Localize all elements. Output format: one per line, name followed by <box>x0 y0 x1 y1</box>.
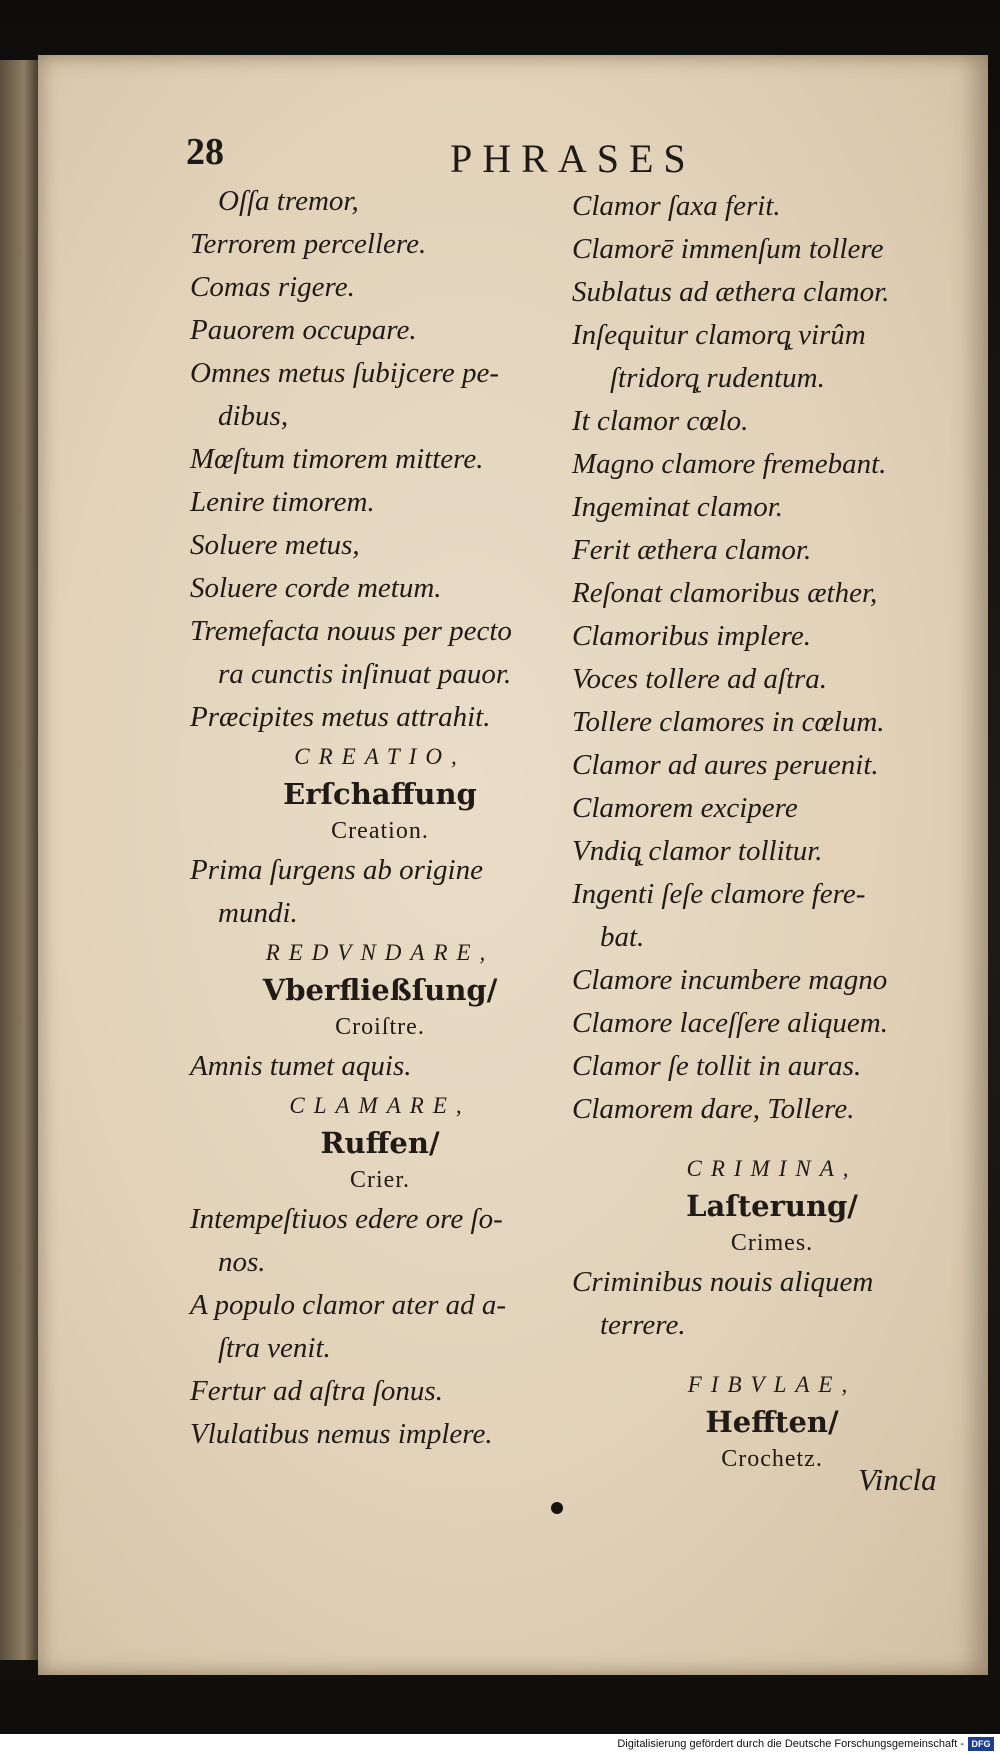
phrase-line: Clamor ſaxa ferit. <box>572 190 781 222</box>
phrase-line: Fertur ad aſtra ſonus. <box>190 1375 443 1407</box>
german-gloss: Vberfließſung/ <box>262 973 498 1007</box>
spacer <box>572 1347 972 1367</box>
phrase-line: Mœſtum timorem mittere. <box>190 443 484 475</box>
phrase-line: Lenire timorem. <box>190 486 375 518</box>
phrase-line: Tremefacta nouus per pecto <box>190 615 512 647</box>
phrase-line: Vndiq̨ clamor tollitur. <box>572 835 823 867</box>
french-gloss: Crier. <box>350 1167 410 1193</box>
phrase-line: Omnes metus ſubijcere pe- <box>190 357 499 389</box>
phrase-line: Clamoribus implere. <box>572 620 811 652</box>
phrase-line: Pauorem occupare. <box>190 314 417 346</box>
german-gloss: Ruffen/ <box>320 1126 440 1160</box>
phrase-line: Tollere clamores in cœlum. <box>572 706 885 738</box>
phrase-line: Præcipites metus attrahit. <box>190 701 491 733</box>
running-head: PHRASES <box>450 136 696 181</box>
phrase-line: It clamor cœlo. <box>572 405 749 437</box>
phrase-line: Clamor ad aures peruenit. <box>572 749 879 781</box>
phrase-line: Magno clamore fremebant. <box>572 448 887 480</box>
german-gloss: Hefften/ <box>705 1405 839 1439</box>
phrase-line: Clamore laceſſere aliquem. <box>572 1007 888 1039</box>
phrase-line: Reſonat clamoribus æther, <box>572 577 878 609</box>
phrase-line: Clamorem dare, Tollere. <box>572 1093 855 1125</box>
phrase-line: Clamorē immenſum tollere <box>572 233 884 265</box>
page-number: 28 <box>186 131 224 173</box>
phrase-line: ra cunctis inſinuat pauor. <box>218 658 512 690</box>
french-gloss: Crimes. <box>730 1230 814 1256</box>
phrase-line: Comas rigere. <box>190 271 355 303</box>
phrase-line: Ferit æthera clamor. <box>572 534 812 566</box>
phrase-line: Amnis tumet aquis. <box>190 1050 412 1082</box>
phrase-line: A populo clamor ater ad a- <box>190 1289 507 1321</box>
phrase-line: terrere. <box>600 1309 686 1341</box>
phrase-line: Ingenti ſeſe clamore fere- <box>572 878 866 910</box>
german-gloss: Erſchaffung <box>283 777 477 811</box>
entry-heading: CLAMARE, <box>289 1093 471 1118</box>
phrase-line: Soluere metus, <box>190 529 360 561</box>
spacer <box>572 1131 972 1151</box>
dfg-logo: DFG <box>968 1737 994 1751</box>
entry-heading: CREATIO, <box>294 744 466 769</box>
ink-dot <box>551 1502 563 1514</box>
phrase-line: mundi. <box>218 897 298 929</box>
phrase-line: Clamor ſe tollit in auras. <box>572 1050 862 1082</box>
phrase-line: nos. <box>218 1246 266 1278</box>
french-gloss: Crochetz. <box>721 1446 823 1472</box>
footer-bar <box>0 1734 1000 1754</box>
german-gloss: Laſterung/ <box>686 1189 858 1223</box>
phrase-line: Inſequitur clamorq̨ virûm <box>572 319 866 351</box>
phrase-line: ſtra venit. <box>218 1332 331 1364</box>
phrase-line: Vlulatibus nemus implere. <box>190 1418 493 1450</box>
left-column <box>190 180 570 1456</box>
phrase-line: Ingeminat clamor. <box>572 491 784 523</box>
phrase-line: Terrorem percellere. <box>190 228 427 260</box>
phrase-line: Soluere corde metum. <box>190 572 442 604</box>
right-column <box>572 185 972 1477</box>
french-gloss: Croiſtre. <box>335 1014 425 1040</box>
entry-heading: FIBVLAE, <box>687 1372 857 1397</box>
phrase-line: Voces tollere ad aſtra. <box>572 663 828 695</box>
entry-heading: CRIMINA, <box>686 1156 858 1181</box>
phrase-line: Prima ſurgens ab origine <box>190 854 483 886</box>
french-gloss: Creation. <box>331 818 429 844</box>
funding-credit: Digitalisierung gefördert durch die Deutsche Forschungsgemeinschaft - <box>617 1738 964 1750</box>
phrase-line: Sublatus ad æthera clamor. <box>572 276 890 308</box>
phrase-line: Intempeſtiuos edere ore ſo- <box>190 1203 503 1235</box>
phrase-line: Clamore incumbere magno <box>572 964 888 996</box>
entry-heading: REDVNDARE, <box>265 940 495 965</box>
catchword: Vincla <box>858 1462 937 1497</box>
phrase-line: ſtridorq̨ rudentum. <box>610 362 825 394</box>
phrase-line: dibus, <box>218 400 289 432</box>
phrase-line: Criminibus nouis aliquem <box>572 1266 874 1298</box>
phrase-line: Oſſa tremor, <box>218 185 359 217</box>
phrase-line: Clamorem excipere <box>572 792 798 824</box>
phrase-line: bat. <box>600 921 645 953</box>
book-edge <box>0 60 40 1660</box>
